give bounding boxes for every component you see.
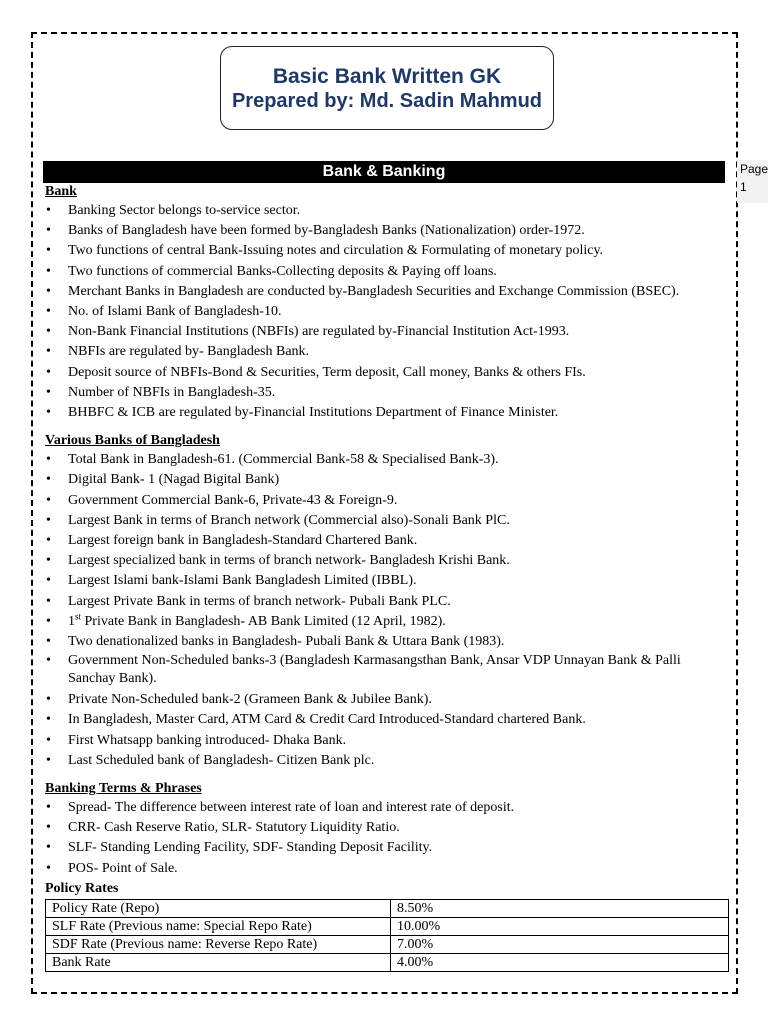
rate-name: Policy Rate (Repo) [46,899,391,917]
list-item: • Private Non-Scheduled bank-2 (Grameen Bank & Jubilee Bank). [45,690,729,710]
page-number: 1 [740,180,747,194]
terms-list [45,798,729,879]
policy-rates-heading: Policy Rates [45,880,119,896]
rate-value: 10.00% [391,917,729,935]
document-author: Prepared by: Md. Sadin Mahmud [231,90,543,112]
list-item: • Deposit source of NBFIs-Bond & Securities, Term deposit, Call money, Banks & others FIs. [45,363,729,383]
policy-rates-table [45,899,729,972]
rate-value: 7.00% [391,935,729,953]
list-item: • In Bangladesh, Master Card, ATM Card & Credit Card Introduced-Standard chartered Bank. [45,710,729,730]
ordinal-text: Private Bank in Bangladesh- AB Bank Limited (12 April, 1982). [81,613,446,629]
list-item: • First Whatsapp banking introduced- Dhaka Bank. [45,731,729,751]
title-box [220,46,554,130]
list-item: • CRR- Cash Reserve Ratio, SLR- Statutory Liquidity Ratio. [45,818,729,838]
bank-heading: Bank [45,184,77,199]
list-item: • POS- Point of Sale. [45,859,729,879]
table-row [46,917,729,935]
list-item: • Spread- The difference between interest rate of loan and interest rate of deposit. [45,798,729,818]
content [45,182,729,972]
list-item: • Banks of Bangladesh have been formed by-Bangladesh Banks (Nationalization) order-1972. [45,221,729,241]
bank-list [45,201,729,423]
ordinal-suffix: st [75,611,82,622]
rate-value: 8.50% [391,899,729,917]
list-item: • BHBFC & ICB are regulated by-Financial Institutions Department of Finance Minister. [45,403,729,423]
document-title: Basic Bank Written GK [272,65,502,88]
list-item [45,612,729,632]
list-item: • Banking Sector belongs to-service sector. [45,201,729,221]
page-label: Page [740,162,768,176]
list-item: • Total Bank in Bangladesh-61. (Commercial Bank-58 & Specialised Bank-3). [45,450,729,470]
list-item: • No. of Islami Bank of Bangladesh-10. [45,302,729,322]
list-item: • Largest Private Bank in terms of branch network- Pubali Bank PLC. [45,592,729,612]
list-item: • Digital Bank- 1 (Nagad Bigital Bank) [45,470,729,490]
ordinal-number: 1 [68,613,75,629]
table-row [46,899,729,917]
terms-heading: Banking Terms & Phrases [45,781,202,797]
rate-name: SLF Rate (Previous name: Special Repo Rate) [46,917,391,935]
list-item: • Two functions of commercial Banks-Collecting deposits & Paying off loans. [45,262,729,282]
rate-name: SDF Rate (Previous name: Reverse Repo Rate) [46,935,391,953]
list-item: • Largest Bank in terms of Branch network (Commercial also)-Sonali Bank PlC. [45,511,729,531]
list-item: • Largest Islami bank-Islami Bank Bangladesh Limited (IBBL). [45,571,729,591]
list-item: • Merchant Banks in Bangladesh are conducted by-Bangladesh Securities and Exchange Commission (BSEC). [45,282,729,302]
list-item: • NBFIs are regulated by- Bangladesh Bank. [45,342,729,362]
various-banks-heading: Various Banks of Bangladesh [45,433,220,449]
table-row [46,935,729,953]
list-item: • Government Non-Scheduled banks-3 (Bangladesh Karmasangsthan Bank, Ansar VDP Unnayan Bank & Palli Sanchay Bank). [45,652,729,688]
list-item: • Government Commercial Bank-6, Private-43 & Foreign-9. [45,491,729,511]
section-bar: Bank & Banking [43,161,725,183]
list-item: • Largest foreign bank in Bangladesh-Standard Chartered Bank. [45,531,729,551]
various-banks-list [45,450,729,771]
table-row [46,953,729,971]
list-item: • Two functions of central Bank-Issuing notes and circulation & Formulating of monetary policy. [45,241,729,261]
list-item: • SLF- Standing Lending Facility, SDF- Standing Deposit Facility. [45,838,729,858]
list-item: • Largest specialized bank in terms of branch network- Bangladesh Krishi Bank. [45,551,729,571]
rate-value: 4.00% [391,953,729,971]
list-item: • Two denationalized banks in Bangladesh- Pubali Bank & Uttara Bank (1983). [45,632,729,652]
list-item: • Last Scheduled bank of Bangladesh- Citizen Bank plc. [45,751,729,771]
list-item: • Number of NBFIs in Bangladesh-35. [45,383,729,403]
list-item: • Non-Bank Financial Institutions (NBFIs) are regulated by-Financial Institution Act-1993. [45,322,729,342]
rate-name: Bank Rate [46,953,391,971]
page-tab [737,160,768,203]
